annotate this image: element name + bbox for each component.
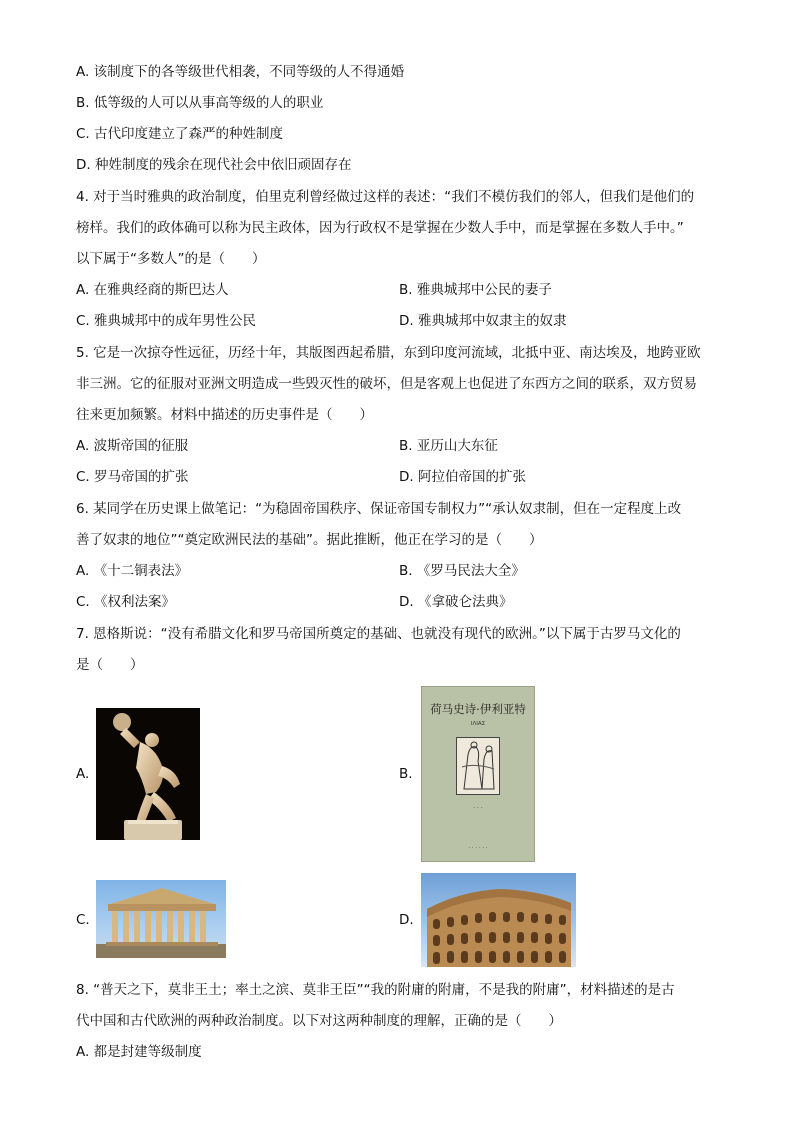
q7-label-a: A. (76, 766, 90, 782)
q7-stem-line: 是（ ） (76, 657, 144, 673)
q6-stem-line: 善了奴隶的地位”“奠定欧洲民法的基础”。据此推断，他正在学习的是（ ） (76, 532, 543, 548)
discus-thrower-statue-image (96, 708, 200, 840)
q8-stem-line: 代中国和古代欧洲的两种政治制度。以下对这两种制度的理解，正确的是（ ） (76, 1013, 562, 1029)
parthenon-drawing (96, 880, 226, 958)
cover-illustration (456, 737, 500, 795)
q7-label-c: C. (76, 912, 90, 928)
book-title: 荷马史诗·伊利亚特 (430, 702, 526, 716)
cover-publisher-mark: · · · · · · (468, 845, 488, 851)
q7-label-d: D. (399, 912, 414, 928)
q7-stem-line: 7. 恩格斯说：“没有希腊文化和罗马帝国所奠定的基础、也就没有现代的欧洲。”以下属于古罗马文化的 (76, 626, 681, 642)
q4-option-d: D. 雅典城邦中奴隶主的奴隶 (399, 313, 567, 329)
q4-option-c: C. 雅典城邦中的成年男性公民 (76, 313, 257, 329)
q5-option-b: B. 亚历山大东征 (399, 438, 498, 454)
q8-stem-line: 8. “普天之下，莫非王土；率土之滨、莫非王臣”“我的附庸的附庸，不是我的附庸”，材料描述的是古 (76, 982, 675, 998)
q3-option-a: A. 该制度下的各等级世代相袭，不同等级的人不得通婚 (76, 64, 405, 80)
statue-drawing (96, 708, 200, 840)
q5-stem-line: 往来更加频繁。材料中描述的历史事件是（ ） (76, 407, 373, 423)
colosseum-image (421, 873, 576, 967)
q3-option-c: C. 古代印度建立了森严的种姓制度 (76, 126, 284, 142)
q8-option-a: A. 都是封建等级制度 (76, 1044, 202, 1060)
q7-label-b: B. (399, 766, 413, 782)
q4-stem-line: 4. 对于当时雅典的政治制度，伯里克利曾经做过这样的表述：“我们不模仿我们的邻人，但我们是他们的 (76, 189, 695, 205)
q4-option-b: B. 雅典城邦中公民的妻子 (399, 282, 552, 298)
q6-stem-line: 6. 某同学在历史课上做笔记：“为稳固帝国秩序、保证帝国专制权力”“承认奴隶制，但在一定程度上改 (76, 501, 682, 517)
q4-stem-line: 以下属于“多数人”的是（ ） (76, 251, 266, 267)
q5-option-c: C. 罗马帝国的扩张 (76, 469, 189, 485)
q3-option-b: B. 低等级的人可以从事高等级的人的职业 (76, 95, 324, 111)
q6-option-b: B. 《罗马民法大全》 (399, 563, 525, 579)
q5-option-a: A. 波斯帝国的征服 (76, 438, 189, 454)
q6-option-a: A. 《十二铜表法》 (76, 563, 189, 579)
book-subtitle: ΙΛΙΑΣ (470, 721, 486, 727)
q5-stem-line: 非三洲。它的征服对亚洲文明造成一些毁灭性的破坏，但是客观上也促进了东西方之间的联系，双方贸易 (76, 376, 697, 392)
parthenon-image (96, 880, 226, 958)
q3-option-d: D. 种姓制度的残余在现代社会中依旧顽固存在 (76, 157, 352, 173)
q5-stem-line: 5. 它是一次掠夺性远征，历经十年，其版图西起希腊，东到印度河流域，北抵中亚、南达埃及，地跨亚欧 (76, 345, 701, 361)
q6-option-d: D. 《拿破仑法典》 (399, 594, 513, 610)
colosseum-drawing (421, 873, 576, 967)
iliad-book-cover-image (421, 686, 535, 862)
q4-option-a: A. 在雅典经商的斯巴达人 (76, 282, 229, 298)
q5-option-d: D. 阿拉伯帝国的扩张 (399, 469, 526, 485)
q4-stem-line: 榜样。我们的政体确可以称为民主政体，因为行政权不是掌握在少数人手中，而是掌握在多数人手中。” (76, 220, 684, 236)
cover-mark: · · · (473, 805, 483, 812)
q6-option-c: C. 《权利法案》 (76, 594, 176, 610)
